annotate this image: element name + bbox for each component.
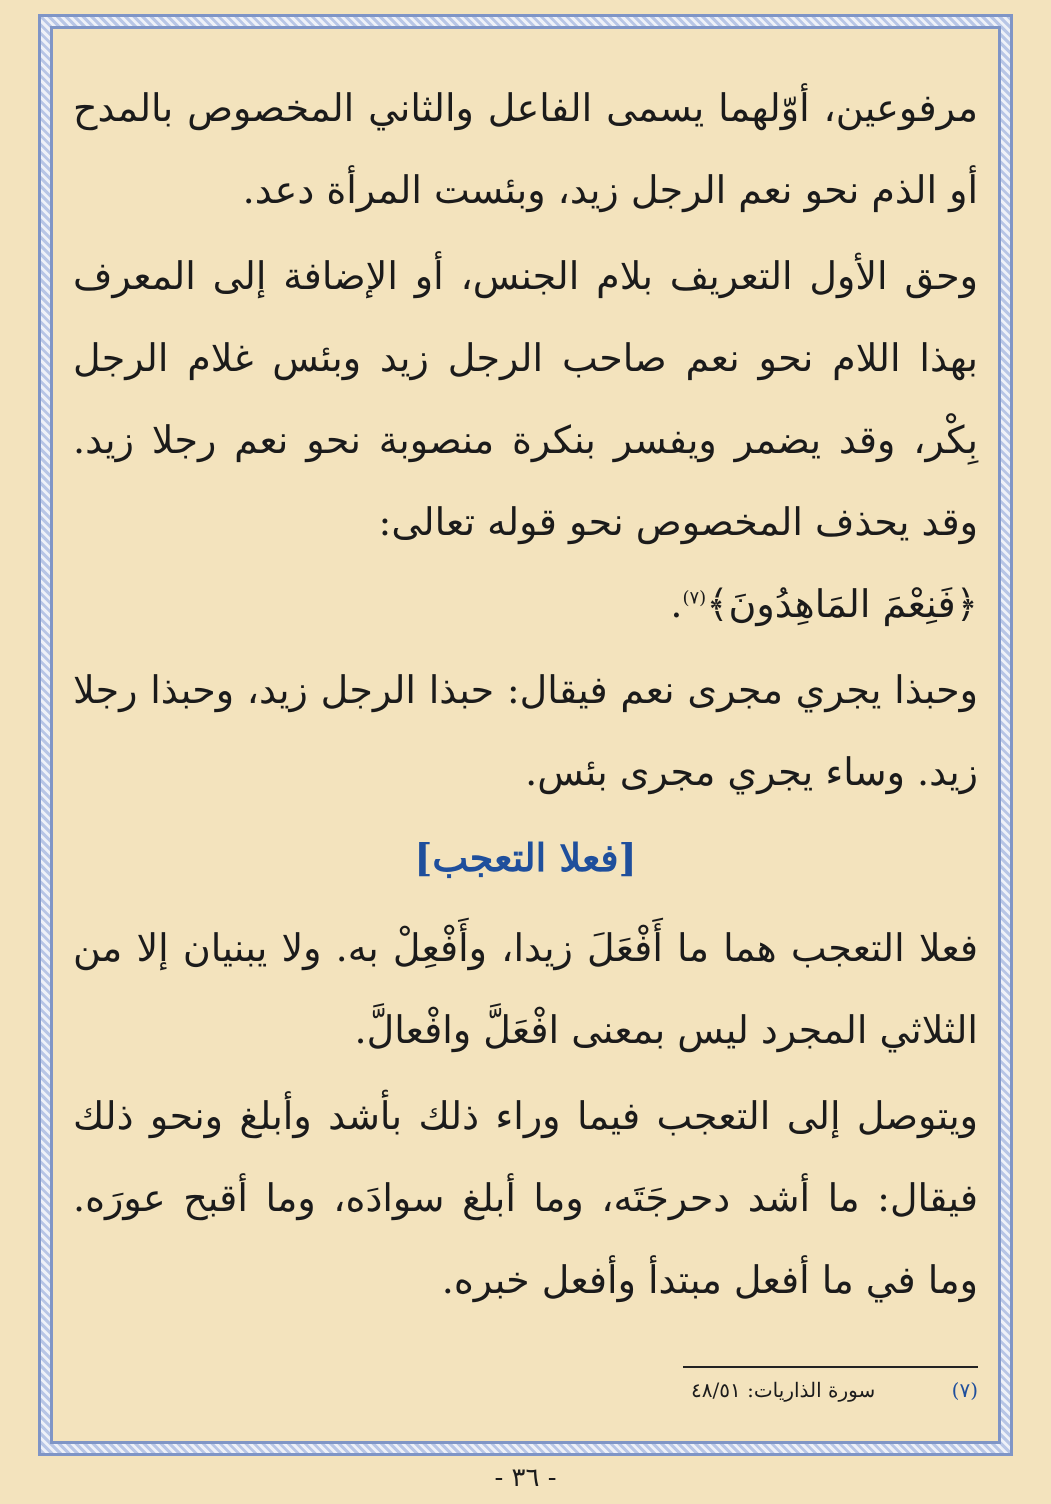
- paragraph-2-text: وحق الأول التعريف بلام الجنس، أو الإضافة إلى المعرف بهذا اللام نحو نعم صاحب الرجل زيد وبئس غلام الرجل بِكْر، وقد يضمر ويفسر بنكرة منصوبة نحو نعم رجلا زيد. وقد يحذف المخصوص نحو قوله تعالى:: [73, 254, 978, 544]
- paragraph-2: [73, 235, 978, 645]
- footnote-divider: [683, 1366, 978, 1368]
- paragraph-1: مرفوعين، أوّلهما يسمى الفاعل والثاني المخصوص بالمدح أو الذم نحو نعم الرجل زيد، وبئست المرأة دعد.: [73, 86, 978, 212]
- page-number: - ٣٦ -: [494, 1463, 557, 1493]
- paragraph-4: فعلا التعجب هما ما أَفْعَلَ زيدا، وأَفْعِلْ به. ولا يبنيان إلا من الثلاثي المجرد ليس بمعنى افْعَلَّ وافْعالَّ.: [73, 926, 978, 1052]
- page-content: [73, 67, 978, 1325]
- footnote-number: (٧): [951, 1378, 978, 1402]
- quran-verse: ﴿فَنِعْمَ المَاهِدُونَ﴾: [706, 582, 978, 626]
- verse-end-punct: .: [670, 582, 683, 626]
- footnote-text: سورة الذاريات: ٤٨/٥١: [691, 1378, 876, 1402]
- section-title: [فعلا التعجب]: [414, 835, 637, 880]
- paragraph-3: وحبذا يجري مجرى نعم فيقال: حبذا الرجل زيد، وحبذا رجلا زيد. وساء يجري مجرى بئس.: [73, 668, 978, 794]
- footnote-ref[interactable]: (٧): [682, 587, 707, 609]
- page-border: [38, 14, 1013, 1456]
- page-frame: [50, 26, 1001, 1444]
- paragraph-5: ويتوصل إلى التعجب فيما وراء ذلك بأشد وأبلغ ونحو ذلك فيقال: ما أشد دحرجَتَه، وما أبلغ سوادَه، وما أقبح عورَه. وما في ما أفعل مبتدأ وأفعل خبره.: [73, 1094, 978, 1302]
- footnote: [691, 1375, 978, 1405]
